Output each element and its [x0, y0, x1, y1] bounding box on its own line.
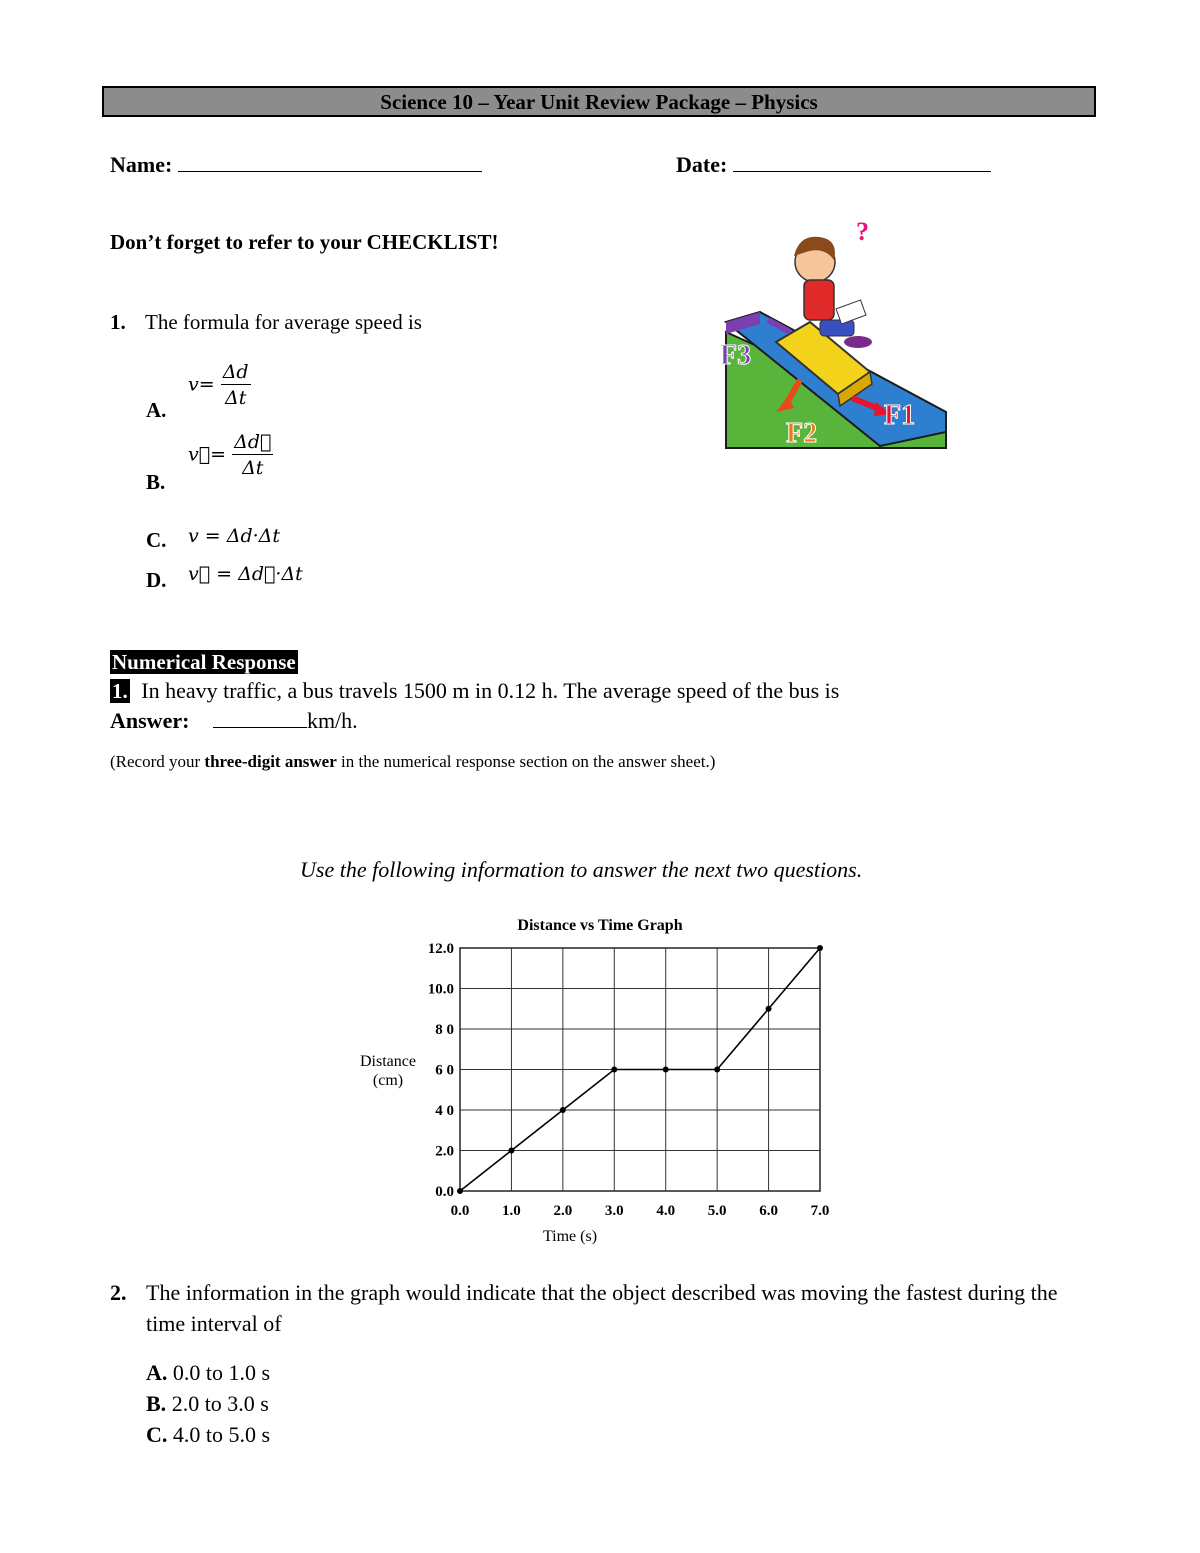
option-letter: A. [146, 1360, 168, 1385]
question-number: 1. [110, 310, 126, 334]
y-tick-label: 6 0 [435, 1062, 454, 1079]
option-a-letter: A. [146, 398, 167, 422]
answer-blank[interactable] [213, 707, 307, 728]
x-tick-label: 4.0 [656, 1203, 676, 1219]
date-blank[interactable] [733, 147, 991, 172]
data-point [663, 1067, 669, 1073]
data-point [714, 1067, 720, 1073]
info-line: Use the following information to answer the next two questions. [300, 857, 863, 882]
nr-heading: Numerical Response [112, 650, 296, 674]
option-a [146, 1357, 270, 1388]
nr-instruction [110, 752, 715, 772]
x-tick-label: 6.0 [759, 1203, 778, 1219]
option-letter: C. [146, 1422, 168, 1447]
y-tick-label: 8 0 [435, 1022, 454, 1038]
data-point [766, 1006, 772, 1012]
y-tick-label: 0.0 [435, 1184, 454, 1200]
force-label-f2: F2 [786, 418, 818, 449]
nr-stem: In heavy traffic, a bus travels 1500 m in 0.12 h. The average speed of the bus is [141, 678, 840, 703]
numerator: Δd [222, 361, 249, 383]
question-1 [110, 310, 422, 335]
option-text: 2.0 to 3.0 s [171, 1391, 269, 1416]
data-point [817, 945, 823, 951]
answer-label: Answer: [110, 708, 190, 733]
page-title: Science 10 – Year Unit Review Package – Physics [102, 86, 1096, 117]
formula-lhs: v [188, 373, 199, 396]
formula-lhs: v⃗ [188, 443, 211, 466]
x-tick-label: 5.0 [707, 1203, 727, 1219]
option-letter: B. [146, 1391, 167, 1416]
date-label: Date: [676, 152, 728, 177]
option-b [146, 1388, 270, 1419]
inclined-plane-illustration [720, 212, 952, 458]
distance-time-chart [350, 908, 840, 1253]
option-c-letter: C. [146, 528, 167, 552]
name-field [110, 147, 482, 178]
note-text: (Record your [110, 752, 205, 771]
question-stem: The formula for average speed is [145, 310, 422, 334]
nr-answer-row [110, 707, 358, 734]
option-b-formula: v⃗= $\frac{\Delta d⃗}{\Delta t}$ [188, 431, 272, 479]
denominator: Δt [242, 457, 264, 479]
data-point [560, 1107, 566, 1113]
question-2 [110, 1277, 1100, 1339]
nr-number: 1. [112, 679, 128, 703]
denominator: Δt [224, 387, 247, 409]
force-label-f3: F3 [720, 340, 752, 371]
option-a-formula: v= $\frac{\Delta d}{\Delta t}$ [188, 361, 249, 409]
numerical-response-heading [110, 650, 298, 675]
answer-unit: km/h. [306, 708, 358, 733]
note-text: in the numerical response section on the answer sheet.) [336, 752, 716, 771]
force-label-f1: F1 [884, 400, 916, 431]
question-stem: The information in the graph would indicate that the object described was moving the fastest during the time interval of [146, 1280, 1058, 1336]
date-field [676, 147, 991, 178]
name-blank[interactable] [178, 147, 482, 172]
question-number: 2. [110, 1280, 127, 1305]
x-tick-label: 1.0 [502, 1203, 521, 1219]
nr-question [110, 678, 839, 704]
y-axis-label-unit: (cm) [372, 1072, 404, 1089]
option-d-letter: D. [146, 568, 167, 592]
checklist-reminder: Don’t forget to refer to your CHECKLIST! [110, 230, 499, 254]
y-tick-label: 10.0 [427, 981, 454, 998]
inclined-plane-image [720, 212, 952, 458]
option-text: 4.0 to 5.0 s [172, 1422, 271, 1447]
y-tick-label: 4 0 [435, 1103, 454, 1119]
note-emphasis: three-digit answer [204, 752, 337, 771]
option-d-formula: v⃗ = Δd⃗·Δt [188, 563, 303, 585]
fraction [221, 360, 251, 411]
numerator: Δd⃗ [234, 431, 272, 453]
option-c-formula: v = Δd·Δt [188, 525, 281, 547]
x-tick-label: 7.0 [810, 1203, 830, 1219]
x-tick-label: 0.0 [450, 1203, 470, 1219]
x-tick-label: 3.0 [604, 1203, 624, 1219]
chart-svg [350, 908, 840, 1253]
y-axis-label: Distance [360, 1053, 416, 1070]
data-point [508, 1148, 514, 1154]
fraction [232, 430, 273, 481]
q2-options [146, 1357, 270, 1450]
data-point [611, 1067, 617, 1073]
option-text: 0.0 to 1.0 s [172, 1360, 271, 1385]
y-tick-label: 2.0 [435, 1143, 454, 1160]
svg-text:?: ? [856, 217, 869, 246]
option-c [146, 1419, 270, 1450]
name-label: Name: [110, 152, 173, 177]
chart-title: Distance vs Time Graph [517, 917, 683, 934]
option-b-letter: B. [146, 470, 166, 494]
x-tick-label: 2.0 [553, 1203, 573, 1219]
data-point [457, 1188, 463, 1194]
y-tick-label: 12.0 [427, 941, 454, 957]
x-axis-label: Time (s) [542, 1228, 598, 1245]
